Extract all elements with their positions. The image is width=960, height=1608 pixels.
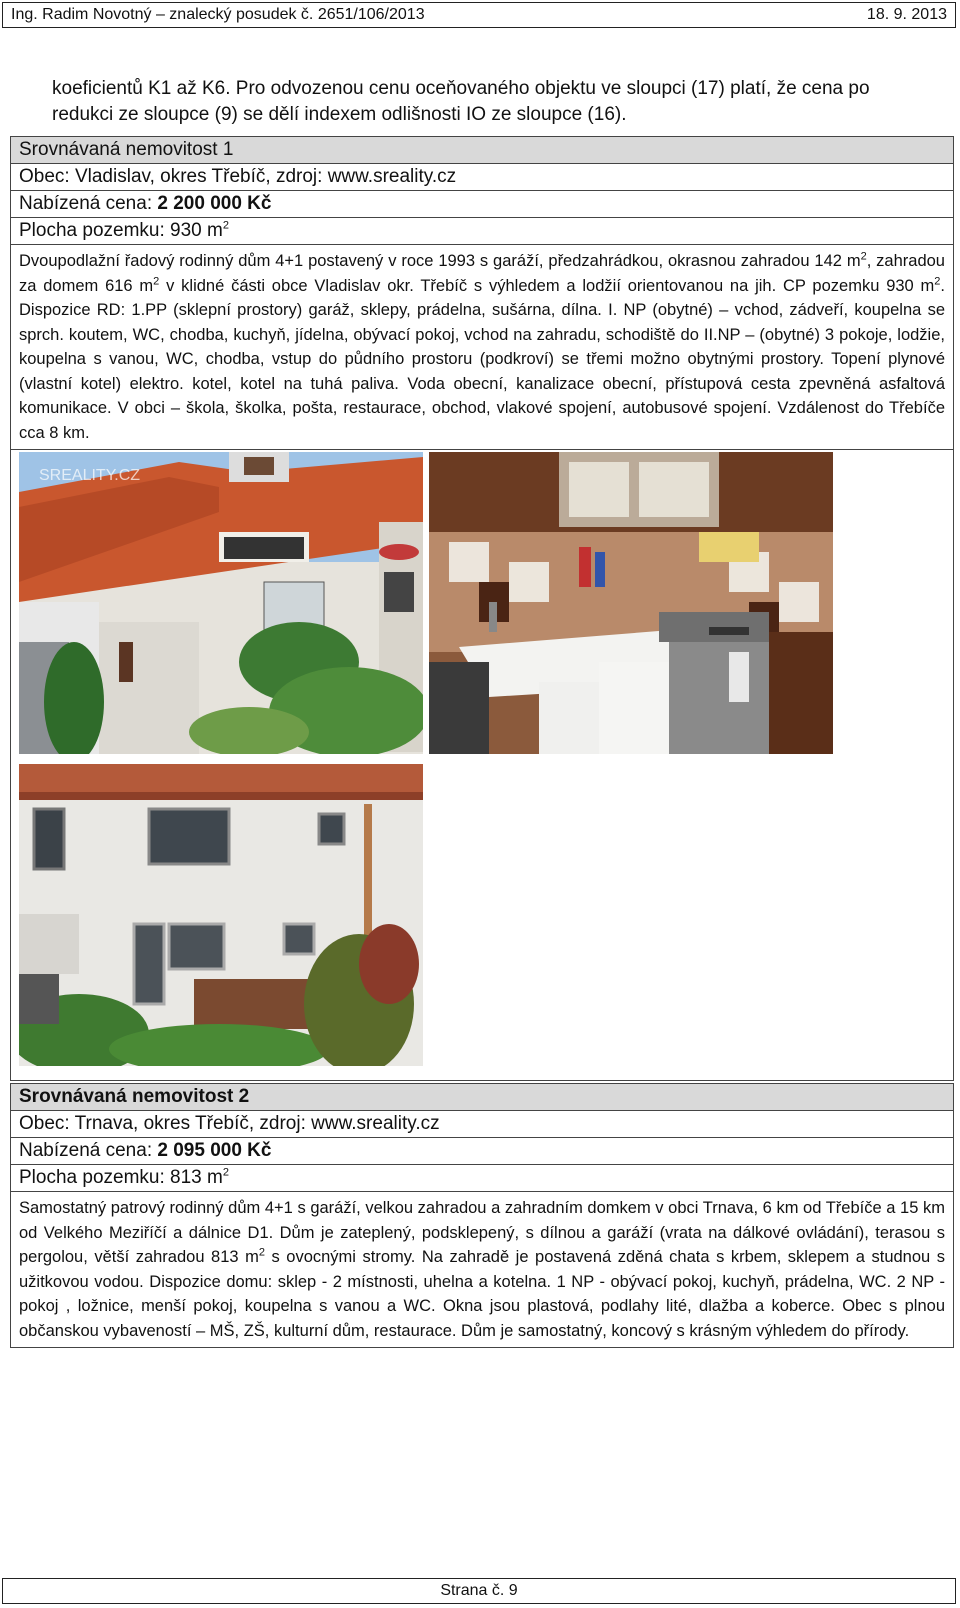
photo-row-houses bbox=[19, 452, 423, 754]
property-2-price bbox=[11, 1138, 953, 1165]
intro-line-2: redukci ze sloupce (9) se dělí indexem odlišnosti IO ze sloupce (16). bbox=[52, 104, 627, 125]
property-1-title: Srovnávaná nemovitost 1 bbox=[11, 137, 953, 164]
price-value: 2 095 000 Kč bbox=[157, 1140, 272, 1161]
property-1-photos bbox=[11, 449, 953, 1080]
intro-paragraph bbox=[52, 76, 952, 128]
price-value: 2 200 000 Kč bbox=[157, 193, 272, 214]
property-2-area bbox=[11, 1165, 953, 1192]
area-sup: 2 bbox=[222, 1166, 229, 1179]
price-label: Nabízená cena: bbox=[19, 193, 158, 214]
area-sup: 2 bbox=[222, 219, 229, 232]
page-header bbox=[2, 2, 956, 28]
header-title: Ing. Radim Novotný – znalecký posudek č. 2651/106/2013 bbox=[11, 6, 425, 23]
property-2-location: Obec: Trnava, okres Třebíč, zdroj: www.sreality.cz bbox=[11, 1111, 953, 1138]
photo-house-facade bbox=[19, 764, 423, 1066]
property-2-description: Samostatný patrový rodinný dům 4+1 s garáží, velkou zahradou a zahradním domkem v obci Trnava, 6 km od Třebíče a 15 km od Velkého Meziříčí a dálnice D1. Dům je zateplený, podsklepený, s dílnou a garáží (vrata na dálkové ovládání), terasou s pergolou, větší zahradou 813 $m^2$ s ovocnými stromy. Na zahradě je postavená zděná chata s krbem, sklepem a studnou s užitkovou vodou. Dispozice domu: sklep - 2 místnosti, uhelna a kotelna. 1 NP - obývací pokoj, kuchyň, prádelna, WC. 2 NP - pokoj , ložnice, menší pokoj, koupelna s vanou a WC. Okna jsou plastová, podlahy lité, dlažba a koberce. Obec s plnou občanskou vybaveností – MŠ, ZŠ, kulturní dům, restaurace. Dům je samostatný, koncový s krásným výhledem do přírody. bbox=[19, 1199, 945, 1340]
property-1-area bbox=[11, 218, 953, 245]
property-1-location: Obec: Vladislav, okres Třebíč, zdroj: www.sreality.cz bbox=[11, 164, 953, 191]
property-1-description: Dvoupodlažní řadový rodinný dům 4+1 postavený v roce 1993 s garáží, předzahrádkou, okrasnou zahradou 142 $m^2$, zahradou za domem 616 $m^2$ v klidné části obce Vladislav okr. Třebíč s výhledem a lodžií orientovanou na jih. CP pozemku 930 $m^2$. Dispozice RD: 1.PP (sklepní prostory) garáž, sklepy, prádelna, sušárna, dílna. I. NP (obytné) – vchod, zádveří, koupelna se sprch. koutem, WC, chodba, kuchyň, jídelna, obývací pokoj, vchod na zahradu, schodiště do II.NP – (obytné) 3 pokoje, lodžie, koupelna s vanou, WC, chodba, vstup do půdního prostoru (podkroví) se třemi možno obytnými prostory. Topení plynové (vlastní kotel) elektro. kotel, kotel na tuhá paliva. Voda obecní, kanalizace obecní, přístupová cesta zpevněná asfaltová komunikace. V obci – škola, školka, pošta, restaurace, obchod, vlakové spojení, autobusové spojení. Vzdálenost do Třebíče cca 8 km. bbox=[19, 250, 945, 442]
price-label: Nabízená cena: bbox=[19, 1140, 158, 1161]
photo-kitchen bbox=[429, 452, 833, 754]
property-1-price bbox=[11, 191, 953, 218]
property-2-title: Srovnávaná nemovitost 2 bbox=[11, 1084, 953, 1111]
watermark-text: SREALITY.CZ bbox=[39, 467, 141, 484]
area-label: Plocha pozemku: 813 m bbox=[19, 1167, 223, 1188]
property-1-section bbox=[10, 136, 954, 1081]
area-label: Plocha pozemku: 930 m bbox=[19, 220, 223, 241]
property-2-section bbox=[10, 1083, 954, 1348]
header-date: 18. 9. 2013 bbox=[866, 6, 947, 23]
page-number: Strana č. 9 bbox=[440, 1582, 518, 1599]
intro-line-1: koeficientů K1 až K6. Pro odvozenou cenu oceňovaného objektu ve sloupci (17) platí, že cena po bbox=[52, 78, 870, 99]
page-footer bbox=[2, 1578, 956, 1604]
